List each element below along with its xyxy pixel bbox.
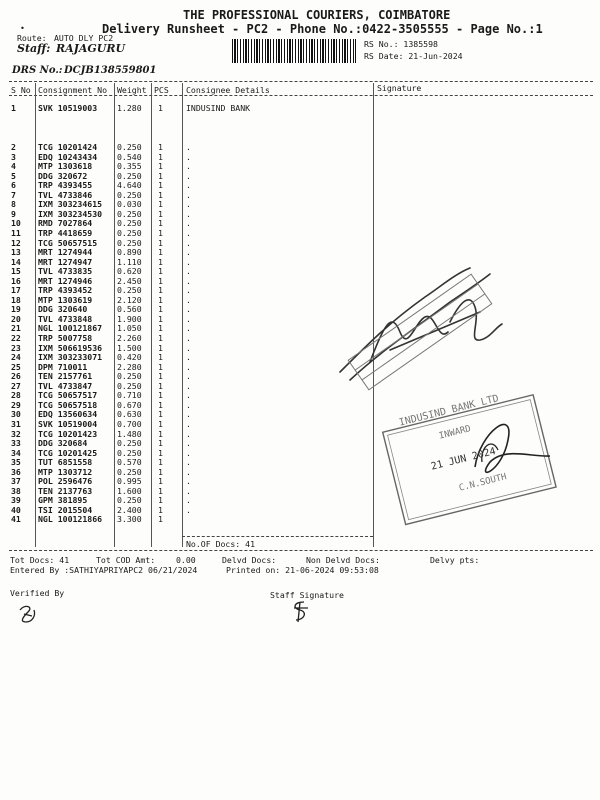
row-pcs: 1: [158, 142, 163, 152]
row-sno: 12: [11, 237, 21, 248]
row-weight: 0.700: [117, 418, 142, 429]
header-bottom-rule: [9, 95, 593, 96]
row-consignment-no: DDG 320684: [38, 438, 88, 449]
table-bottom-rule: [9, 550, 593, 551]
stamp-date: 21 JUN 2024: [430, 445, 497, 473]
table-row: [0, 104, 600, 113]
row-weight: 0.250: [117, 495, 142, 506]
row-consignee: .: [186, 313, 191, 324]
row-weight: 0.630: [117, 409, 142, 420]
row-pcs: 1: [158, 466, 163, 477]
row-weight: 0.250: [117, 170, 142, 181]
row-weight: 1.900: [117, 313, 142, 324]
row-consignment-no: MTP 1303712: [38, 466, 93, 477]
row-weight: 0.890: [117, 247, 142, 258]
row-sno: 34: [11, 447, 21, 458]
row-weight: 0.250: [117, 208, 142, 219]
bullet-dot: •: [20, 23, 25, 33]
row-weight: 0.355: [117, 161, 142, 172]
row-consignee: .: [186, 495, 191, 506]
row-pcs: 1: [158, 371, 163, 382]
row-pcs: 1: [158, 218, 163, 229]
row-consignee: .: [186, 466, 191, 477]
row-consignee: .: [186, 142, 191, 152]
row-pcs: 1: [158, 390, 163, 401]
row-consignee: .: [186, 447, 191, 458]
row-pcs: 1: [158, 237, 163, 248]
row-sno: 15: [11, 266, 21, 277]
stamp-line1: INDUSIND BANK LTD: [398, 393, 500, 429]
row-pcs: 1: [158, 323, 163, 334]
row-pcs: 1: [158, 342, 163, 353]
row-consignment-no: SVK 10519003: [38, 103, 98, 113]
row-weight: 0.420: [117, 352, 142, 363]
row-weight: 1.480: [117, 428, 142, 439]
row-consignee: .: [186, 428, 191, 439]
row-sno: 19: [11, 304, 21, 315]
row-consignee: INDUSIND BANK: [186, 103, 251, 113]
row-sno: 22: [11, 333, 21, 343]
row-consignee: .: [186, 227, 191, 238]
row-consignee: .: [186, 180, 191, 191]
row-weight: 0.250: [117, 371, 142, 382]
row-sno: 10: [11, 218, 21, 229]
row-sno: 36: [11, 466, 21, 477]
row-pcs: 1: [158, 514, 163, 525]
row-consignment-no: MTP 1303618: [38, 161, 93, 172]
row-weight: 0.030: [117, 199, 142, 210]
row-consignment-no: TEN 2157761: [38, 371, 93, 382]
row-consignment-no: MRT 1274946: [38, 275, 93, 286]
row-consignment-no: TCG 50657518: [38, 399, 98, 410]
row-weight: 1.050: [117, 323, 142, 334]
row-pcs: 1: [158, 361, 163, 372]
row-weight: 0.250: [117, 189, 142, 200]
row-sno: 31: [11, 418, 21, 429]
table-row: [0, 372, 600, 381]
verified-by-label: Verified By: [10, 588, 65, 598]
row-sno: 8: [11, 199, 16, 210]
row-consignment-no: IXM 303234615: [38, 199, 103, 210]
row-pcs: 1: [158, 485, 163, 496]
row-sno: 28: [11, 390, 21, 401]
row-consignment-no: TCG 10201424: [38, 142, 98, 152]
row-pcs: 1: [158, 103, 163, 113]
row-weight: 0.250: [117, 438, 142, 449]
row-pcs: 1: [158, 352, 163, 363]
row-sno: 25: [11, 361, 21, 372]
rs-number: RS No.: 1385598: [364, 39, 438, 49]
row-sno: 7: [11, 189, 16, 200]
col-header-consignment: Consignment No: [38, 85, 108, 95]
row-pcs: 1: [158, 275, 163, 286]
row-consignee: .: [186, 161, 191, 172]
row-consignee: .: [186, 294, 191, 305]
row-sno: 35: [11, 457, 21, 468]
row-pcs: 1: [158, 151, 163, 162]
row-consignment-no: EDQ 10243434: [38, 151, 98, 162]
table-row: [0, 286, 600, 295]
table-row: [0, 181, 600, 190]
row-pcs: 1: [158, 333, 163, 343]
table-row: [0, 143, 600, 152]
company-title: THE PROFESSIONAL COURIERS, COIMBATORE: [183, 8, 451, 22]
row-consignment-no: MRT 1274944: [38, 247, 93, 258]
row-consignee: .: [186, 266, 191, 277]
row-consignee: .: [186, 256, 191, 267]
row-weight: 0.620: [117, 266, 142, 277]
row-pcs: 1: [158, 457, 163, 468]
row-consignment-no: MRT 1274947: [38, 256, 93, 267]
row-sno: 24: [11, 352, 21, 363]
row-sno: 17: [11, 285, 21, 296]
row-weight: 1.500: [117, 342, 142, 353]
row-sno: 21: [11, 323, 21, 334]
row-sno: 4: [11, 161, 16, 172]
row-weight: 0.250: [117, 227, 142, 238]
row-weight: 0.250: [117, 380, 142, 391]
col-header-pcs: PCS: [154, 85, 169, 95]
tot-cod-value: 0.00: [176, 555, 196, 565]
row-consignee: .: [186, 418, 191, 429]
tot-docs: Tot Docs: 41: [10, 555, 70, 565]
row-weight: 0.540: [117, 151, 142, 162]
row-pcs: 1: [158, 399, 163, 410]
row-consignment-no: TVL 4733846: [38, 189, 93, 200]
row-consignee: .: [186, 247, 191, 258]
row-consignee: .: [186, 457, 191, 468]
row-pcs: 1: [158, 418, 163, 429]
row-consignment-no: TVL 4733835: [38, 266, 93, 277]
row-sno: 1: [11, 103, 16, 113]
table-row: [0, 200, 600, 209]
row-pcs: 1: [158, 285, 163, 296]
table-row: [0, 162, 600, 171]
table-row: [0, 229, 600, 238]
row-consignee: .: [186, 285, 191, 296]
row-consignee: .: [186, 352, 191, 363]
row-weight: 4.640: [117, 180, 142, 191]
row-consignment-no: TVL 4733847: [38, 380, 93, 391]
row-pcs: 1: [158, 380, 163, 391]
row-pcs: 1: [158, 304, 163, 315]
row-pcs: 1: [158, 504, 163, 515]
delvd-docs: Delvd Docs:: [222, 555, 277, 565]
col-header-weight: Weight: [117, 85, 147, 95]
row-consignee: .: [186, 237, 191, 248]
row-consignment-no: TCG 50657515: [38, 237, 98, 248]
row-pcs: 1: [158, 227, 163, 238]
row-pcs: 1: [158, 495, 163, 506]
row-sno: 20: [11, 313, 21, 324]
row-weight: 2.280: [117, 361, 142, 372]
row-sno: 26: [11, 371, 21, 382]
row-weight: 0.250: [117, 285, 142, 296]
row-consignee: .: [186, 371, 191, 382]
row-sno: 33: [11, 438, 21, 449]
row-sno: 14: [11, 256, 21, 267]
row-consignment-no: EDQ 13560634: [38, 409, 98, 420]
row-consignment-no: TCG 10201425: [38, 447, 98, 458]
row-weight: 1.280: [117, 103, 142, 113]
row-sno: 29: [11, 399, 21, 410]
row-sno: 30: [11, 409, 21, 420]
row-weight: 1.600: [117, 485, 142, 496]
row-sno: 32: [11, 428, 21, 439]
row-sno: 5: [11, 170, 16, 181]
table-top-rule: [9, 81, 593, 82]
rs-date: RS Date: 21-Jun-2024: [364, 51, 463, 61]
row-pcs: 1: [158, 256, 163, 267]
row-consignment-no: TRP 4418659: [38, 227, 93, 238]
table-row: [0, 353, 600, 362]
row-pcs: 1: [158, 476, 163, 487]
table-row: [0, 248, 600, 257]
row-sno: 39: [11, 495, 21, 506]
row-consignee: .: [186, 199, 191, 210]
table-row: [0, 334, 600, 343]
row-weight: 0.560: [117, 304, 142, 315]
no-of-docs: No.OF Docs: 41: [186, 539, 256, 549]
row-weight: 0.250: [117, 237, 142, 248]
stamp-line3: C.N.SOUTH: [458, 472, 508, 494]
row-weight: 2.450: [117, 275, 142, 286]
staff-signature-mark: [288, 598, 312, 624]
row-weight: 0.250: [117, 466, 142, 477]
verified-signature: [16, 602, 40, 626]
row-pcs: 1: [158, 208, 163, 219]
row-sno: 13: [11, 247, 21, 258]
route-value: AUTO DLY PC2: [54, 33, 114, 43]
row-sno: 11: [11, 227, 21, 238]
row-sno: 41: [11, 514, 21, 525]
drs-value: DCJB138559801: [64, 65, 157, 76]
barcode-image: [232, 39, 356, 63]
row-weight: 0.670: [117, 399, 142, 410]
row-sno: 38: [11, 485, 21, 496]
row-pcs: 1: [158, 409, 163, 420]
signature-scrawl: [330, 262, 510, 392]
table-row: [0, 267, 600, 276]
row-sno: 9: [11, 208, 16, 219]
row-pcs: 1: [158, 170, 163, 181]
row-weight: 0.995: [117, 476, 142, 487]
row-consignment-no: POL 2596476: [38, 476, 93, 487]
row-consignment-no: TCG 10201423: [38, 428, 98, 439]
staff-label: Staff:: [17, 42, 51, 55]
row-consignment-no: NGL 100121867: [38, 323, 103, 334]
row-pcs: 1: [158, 447, 163, 458]
row-consignment-no: TUT 6851558: [38, 457, 93, 468]
row-consignee: .: [186, 399, 191, 410]
row-consignee: .: [186, 218, 191, 229]
table-row: [0, 296, 600, 305]
row-pcs: 1: [158, 313, 163, 324]
row-consignee: .: [186, 380, 191, 391]
delvy-pts: Delvy pts:: [430, 555, 480, 565]
row-weight: 0.250: [117, 218, 142, 229]
row-consignment-no: DPM 710011: [38, 361, 88, 372]
row-consignment-no: TRP 4393452: [38, 285, 93, 296]
drs-label: DRS No.:: [12, 65, 63, 76]
row-consignment-no: TRP 4393455: [38, 180, 93, 191]
entered-by: Entered By :SATHIYAPRIYAPC2 06/21/2024: [10, 565, 198, 575]
row-weight: 1.110: [117, 256, 142, 267]
row-sno: 23: [11, 342, 21, 353]
row-consignment-no: TCG 50657517: [38, 390, 98, 401]
stamp-line2: INWARD: [438, 424, 472, 442]
printed-on: Printed on: 21-06-2024 09:53:08: [226, 565, 379, 575]
col-header-signature: Signature: [377, 83, 422, 93]
row-consignment-no: DDG 320640: [38, 304, 88, 315]
row-sno: 2: [11, 142, 16, 152]
tot-cod-label: Tot COD Amt:: [96, 555, 156, 565]
row-consignment-no: TVL 4733848: [38, 313, 93, 324]
row-consignee: .: [186, 323, 191, 334]
row-weight: 0.250: [117, 142, 142, 152]
row-pcs: 1: [158, 189, 163, 200]
row-consignee: .: [186, 275, 191, 286]
row-sno: 3: [11, 151, 16, 162]
row-consignment-no: DDG 320672: [38, 170, 88, 181]
row-weight: 2.260: [117, 333, 142, 343]
row-pcs: 1: [158, 438, 163, 449]
col-header-consignee: Consignee Details: [186, 85, 270, 95]
row-sno: 27: [11, 380, 21, 391]
runsheet-title: Delivery Runsheet - PC2 - Phone No.:0422-3505555 - Page No.:1: [102, 22, 543, 36]
row-consignee: .: [186, 476, 191, 487]
row-consignment-no: TEN 2137763: [38, 485, 93, 496]
row-consignee: .: [186, 189, 191, 200]
row-pcs: 1: [158, 247, 163, 258]
row-consignee: .: [186, 342, 191, 353]
staff-signature-label: Staff Signature: [270, 590, 344, 600]
row-consignee: .: [186, 438, 191, 449]
docs-rule: [182, 536, 373, 537]
row-consignee: .: [186, 170, 191, 181]
row-weight: 0.250: [117, 447, 142, 458]
row-consignee: .: [186, 304, 191, 315]
row-pcs: 1: [158, 180, 163, 191]
row-consignee: .: [186, 151, 191, 162]
row-consignment-no: SVK 10519004: [38, 418, 98, 429]
row-consignment-no: IXM 303233071: [38, 352, 103, 363]
row-consignee: .: [186, 361, 191, 372]
table-row: [0, 305, 600, 314]
row-consignment-no: RMD 7027864: [38, 218, 93, 229]
col-header-sno: S No: [11, 85, 31, 95]
row-weight: 2.120: [117, 294, 142, 305]
non-delvd-docs: Non Delvd Docs:: [306, 555, 380, 565]
row-consignment-no: GPM 381895: [38, 495, 88, 506]
row-consignee: .: [186, 485, 191, 496]
row-consignee: .: [186, 390, 191, 401]
row-sno: 16: [11, 275, 21, 286]
row-weight: 0.710: [117, 390, 142, 401]
row-pcs: 1: [158, 428, 163, 439]
row-consignee: .: [186, 504, 191, 515]
row-consignee: .: [186, 333, 191, 343]
row-sno: 37: [11, 476, 21, 487]
row-pcs: 1: [158, 266, 163, 277]
staff-value: RAJAGURU: [56, 42, 126, 55]
row-consignment-no: NGL 100121866: [38, 514, 103, 525]
row-pcs: 1: [158, 161, 163, 172]
row-consignment-no: TRP 5007758: [38, 333, 93, 343]
row-consignee: .: [186, 409, 191, 420]
row-sno: 40: [11, 504, 21, 515]
row-consignment-no: MTP 1303619: [38, 294, 93, 305]
row-weight: 2.400: [117, 504, 142, 515]
row-consignment-no: TSI 2015504: [38, 504, 93, 515]
row-consignee: .: [186, 208, 191, 219]
route-label: Route:: [17, 33, 47, 43]
row-consignment-no: IXM 506619536: [38, 342, 103, 353]
row-weight: 0.570: [117, 457, 142, 468]
row-pcs: 1: [158, 294, 163, 305]
row-consignment-no: IXM 303234530: [38, 208, 103, 219]
row-sno: 18: [11, 294, 21, 305]
row-weight: 3.300: [117, 514, 142, 525]
row-sno: 6: [11, 180, 16, 191]
row-pcs: 1: [158, 199, 163, 210]
